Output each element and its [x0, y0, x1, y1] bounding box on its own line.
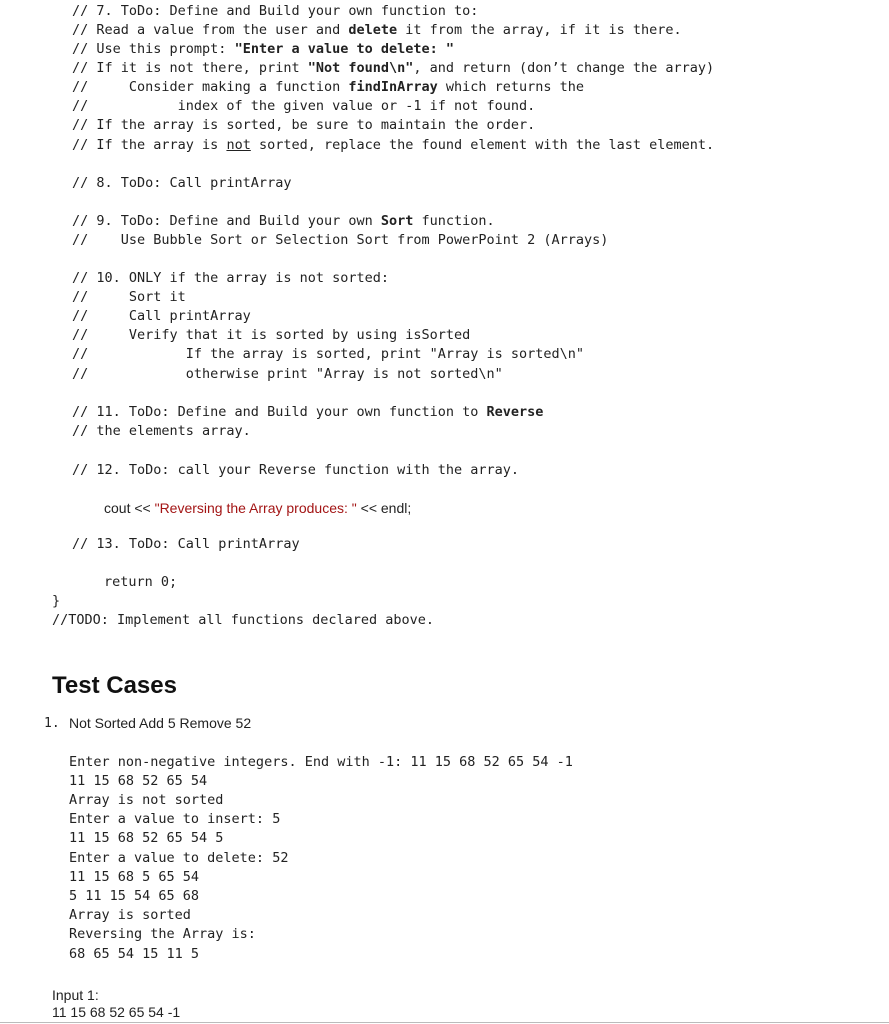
step10-line1: // 10. ONLY if the array is not sorted:	[72, 270, 389, 286]
output-line: 11 15 68 52 65 54 5	[69, 830, 224, 846]
step9-line2: // Use Bubble Sort or Selection Sort from PowerPoint 2 (Arrays)	[72, 232, 609, 248]
step10-line2: // Sort it	[72, 289, 186, 305]
step10-line6: // otherwise print "Array is not sorted\n"	[72, 366, 503, 382]
step7-line3: // Use this prompt: "Enter a value to delete: "	[72, 41, 455, 57]
output-line: Enter a value to insert: 5	[69, 811, 281, 827]
step7-line8: // If the array is not sorted, replace the found element with the last element.	[72, 137, 715, 153]
output-line: Array is sorted	[69, 907, 191, 923]
todo-implement-comment: //TODO: Implement all functions declared above.	[52, 612, 435, 628]
output-line: 5 11 15 54 65 68	[69, 888, 200, 904]
output-line: 11 15 68 5 65 54	[69, 869, 200, 885]
input-label: Input 1:	[52, 987, 99, 1003]
input-values: 11 15 68 52 65 54 -1	[52, 1004, 181, 1020]
step12-line: // 12. ToDo: call your Reverse function with the array.	[72, 462, 520, 478]
output-line: Reversing the Array is:	[69, 926, 256, 942]
step9-line1: // 9. ToDo: Define and Build your own Sort function.	[72, 213, 495, 229]
step7-line5: // Consider making a function findInArray which returns the	[72, 79, 585, 95]
step11-line2: // the elements array.	[72, 423, 251, 439]
step7-line4: // If it is not there, print "Not found\n", and return (don’t change the array)	[72, 60, 715, 76]
output-line: Enter non-negative integers. End with -1: 11 15 68 52 65 54 -1	[69, 754, 573, 770]
output-line: 68 65 54 15 11 5	[69, 946, 200, 962]
test-case-1-number: 1.	[44, 716, 60, 731]
closing-brace: }	[52, 593, 61, 609]
cout-statement: cout << "Reversing the Array produces: " << endl;	[104, 500, 412, 516]
test-cases-heading: Test Cases	[52, 672, 177, 699]
step7-line7: // If the array is sorted, be sure to maintain the order.	[72, 117, 536, 133]
return-statement: return 0;	[104, 574, 178, 590]
step11-line1: // 11. ToDo: Define and Build your own function to Reverse	[72, 404, 544, 420]
output-line: 11 15 68 52 65 54	[69, 773, 208, 789]
step10-line5: // If the array is sorted, print "Array is sorted\n"	[72, 346, 585, 362]
step7-line2: // Read a value from the user and delete it from the array, if it is there.	[72, 22, 682, 38]
step7-line1: // 7. ToDo: Define and Build your own function to:	[72, 3, 479, 19]
step13-line: // 13. ToDo: Call printArray	[72, 536, 300, 552]
step7-line6: // index of the given value or -1 if not found.	[72, 98, 536, 114]
step8-line: // 8. ToDo: Call printArray	[72, 175, 292, 191]
output-line: Enter a value to delete: 52	[69, 850, 289, 866]
step10-line3: // Call printArray	[72, 308, 251, 324]
output-line: Array is not sorted	[69, 792, 224, 808]
step10-line4: // Verify that it is sorted by using isSorted	[72, 327, 471, 343]
bottom-divider	[0, 1022, 889, 1023]
test-case-1-title: Not Sorted Add 5 Remove 52	[69, 715, 252, 731]
